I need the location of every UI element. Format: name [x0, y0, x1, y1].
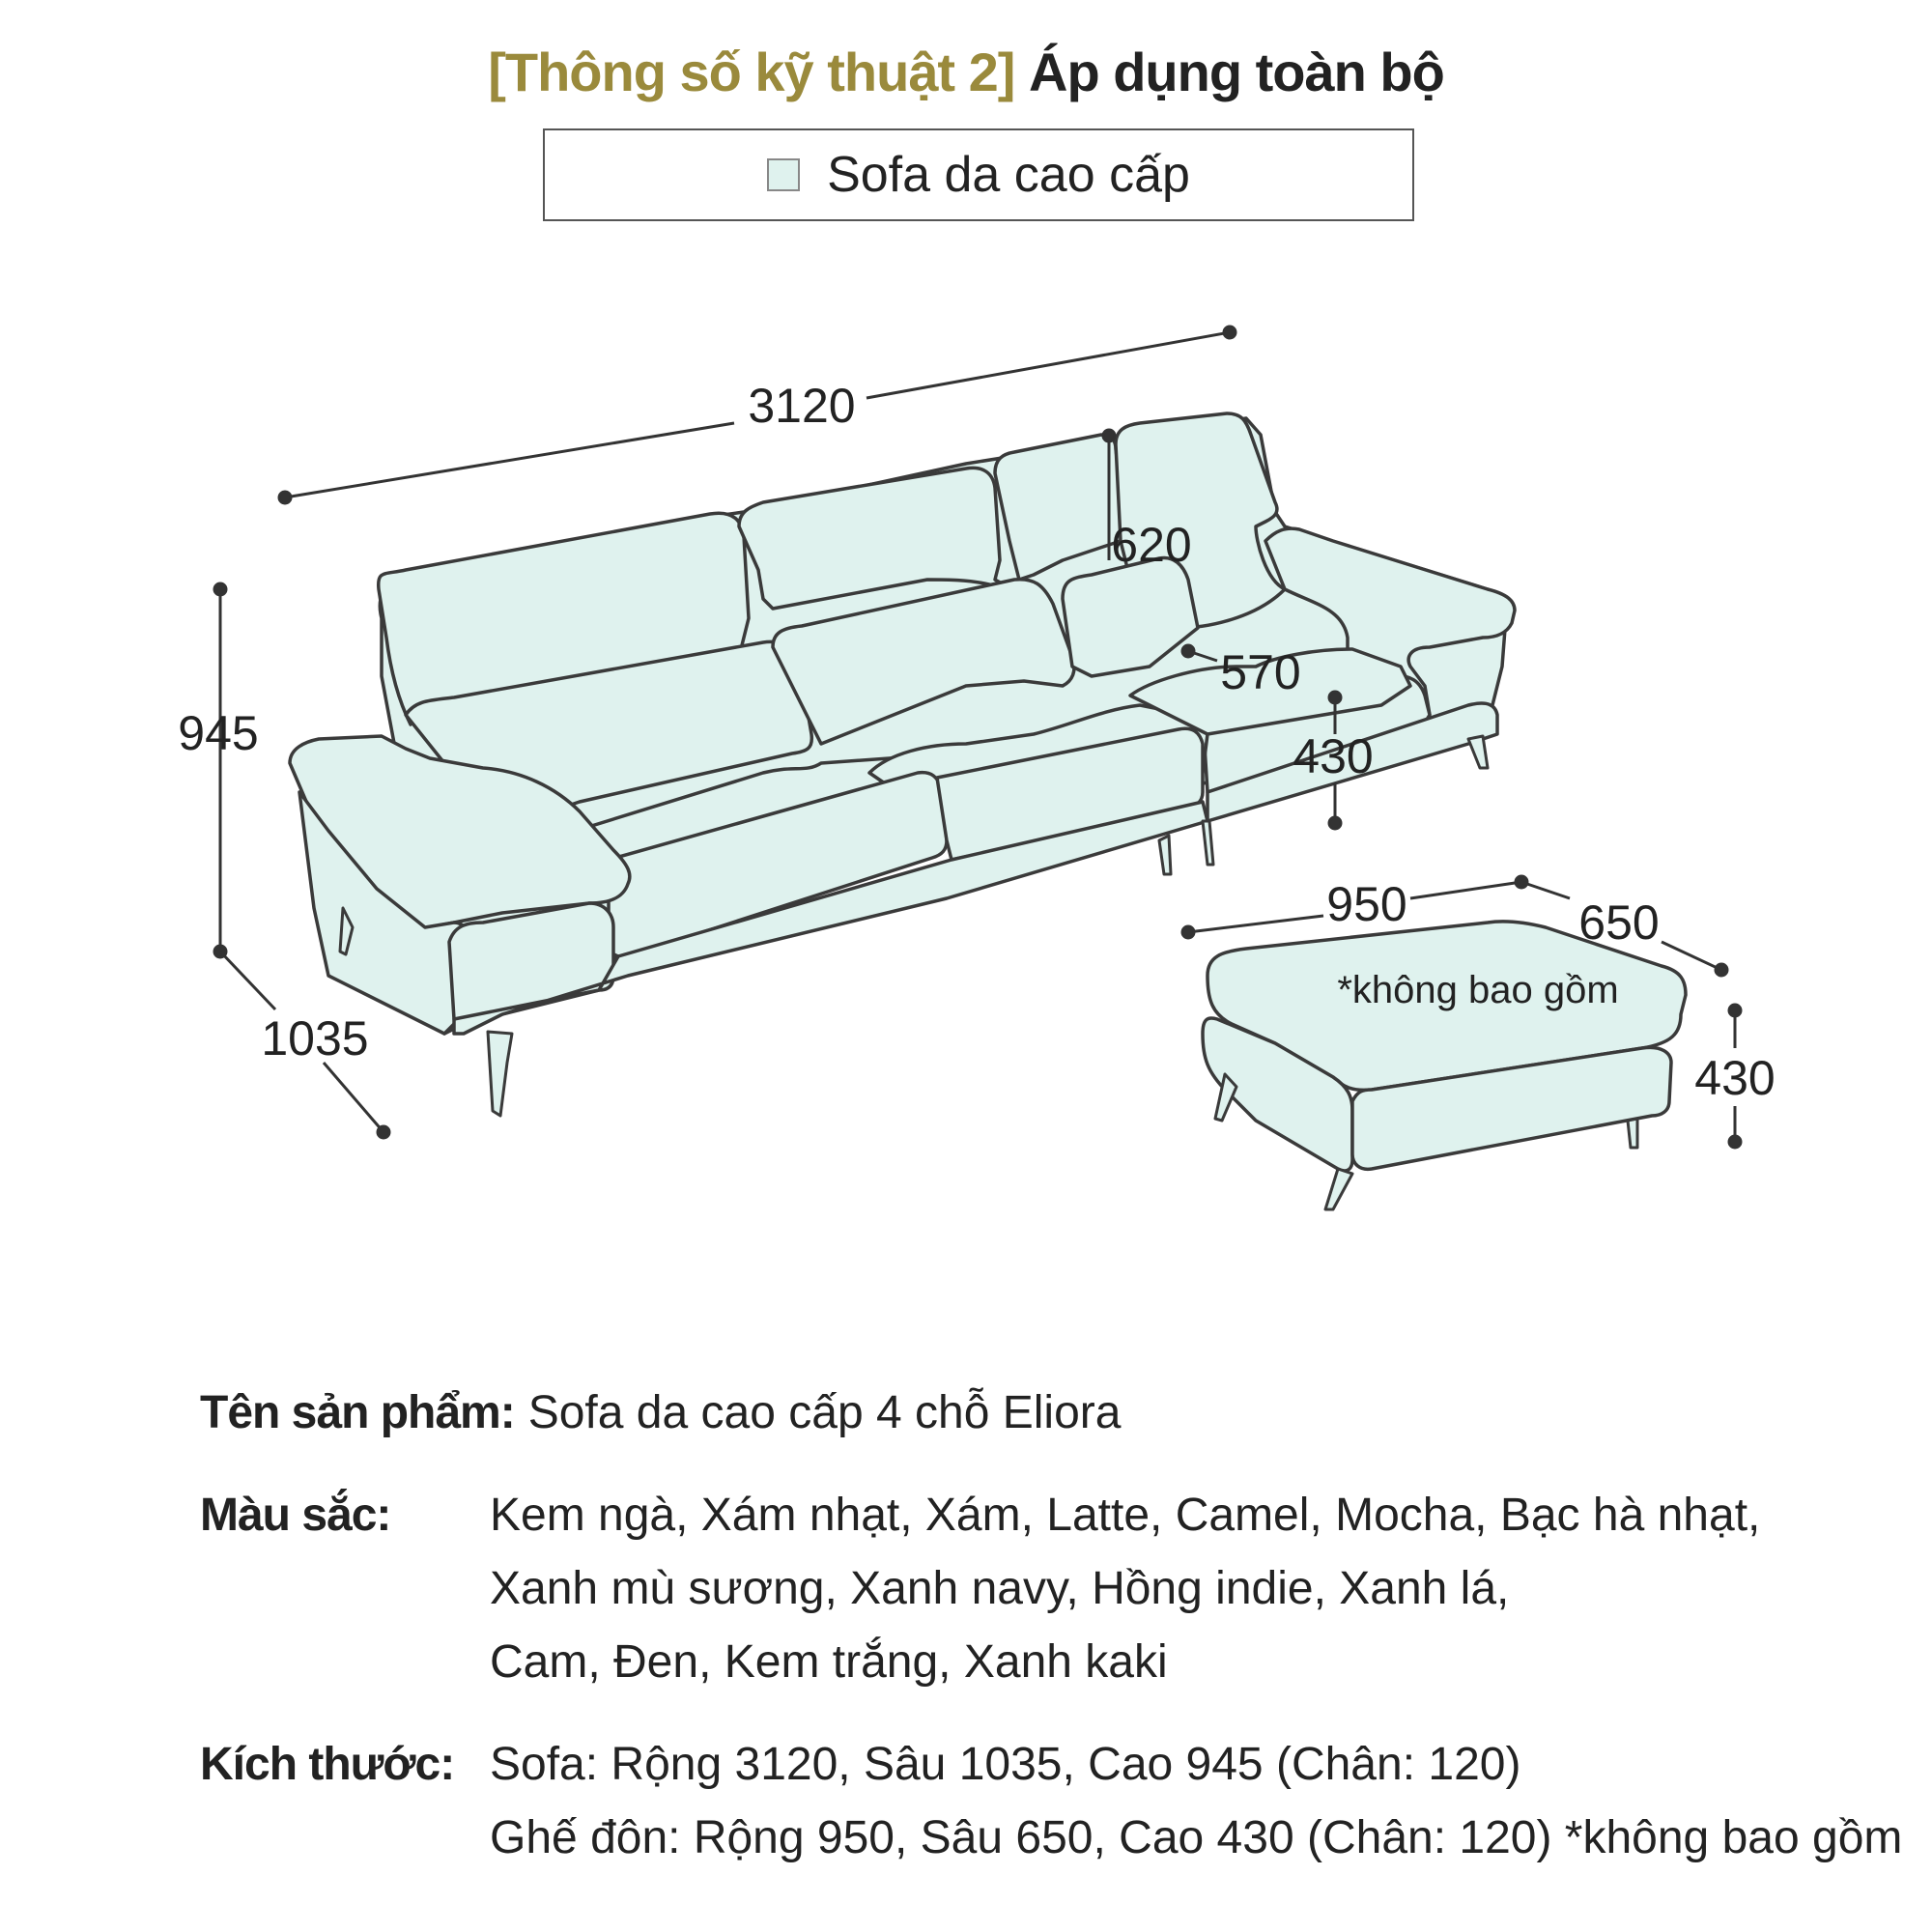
product-name-value: Sofa da cao cấp 4 chỗ Eliora	[527, 1387, 1122, 1438]
title-main: Áp dụng toàn bộ	[1029, 42, 1444, 102]
ottoman-leg	[1628, 1119, 1637, 1148]
product-name-label: Tên sản phẩm:	[200, 1387, 515, 1438]
color-label: Màu sắc:	[200, 1490, 391, 1541]
dim-seat-depth: 570	[1220, 645, 1301, 699]
ottoman-leg	[1325, 1169, 1352, 1209]
spec-row-product	[200, 1377, 1902, 1450]
size-values	[490, 1728, 1902, 1875]
dim-sofa-height: 945	[178, 706, 259, 760]
size-line-sofa: Sofa: Rộng 3120, Sâu 1035, Cao 945 (Chân: 120)	[490, 1739, 1521, 1790]
spec-list	[200, 1377, 1902, 1875]
ottoman-note: *không bao gồm	[1337, 969, 1619, 1011]
sofa-leg	[1203, 821, 1213, 865]
spec-row-colors	[200, 1479, 1902, 1699]
color-line: Xanh mù sương, Xanh navy, Hồng indie, Xanh lá,	[490, 1563, 1510, 1614]
dim-ottoman-depth: 650	[1578, 895, 1660, 950]
color-line: Kem ngà, Xám nhạt, Xám, Latte, Camel, Mocha, Bạc hà nhạt,	[490, 1490, 1761, 1541]
color-values	[490, 1479, 1760, 1699]
sofa-leg	[488, 1032, 512, 1116]
size-label: Kích thước:	[200, 1739, 455, 1790]
legend-label: Sofa da cao cấp	[827, 147, 1190, 203]
sofa-leg	[1159, 836, 1171, 874]
sofa-leg	[1468, 736, 1488, 768]
dim-sofa-width: 3120	[748, 379, 856, 433]
size-line-ottoman: Ghế đôn: Rộng 950, Sâu 650, Cao 430 (Chân: 120) *không bao gồm	[490, 1812, 1903, 1863]
title-accent: [Thông số kỹ thuật 2]	[488, 42, 1015, 102]
spec-row-size	[200, 1728, 1902, 1875]
dim-sofa-depth: 1035	[261, 1011, 369, 1065]
dim-ottoman-height: 430	[1694, 1051, 1776, 1105]
dim-seat-height: 430	[1293, 729, 1374, 783]
dim-ottoman-width: 950	[1326, 877, 1407, 931]
color-line: Cam, Đen, Kem trắng, Xanh kaki	[490, 1636, 1168, 1688]
dim-back-height: 620	[1111, 518, 1192, 572]
